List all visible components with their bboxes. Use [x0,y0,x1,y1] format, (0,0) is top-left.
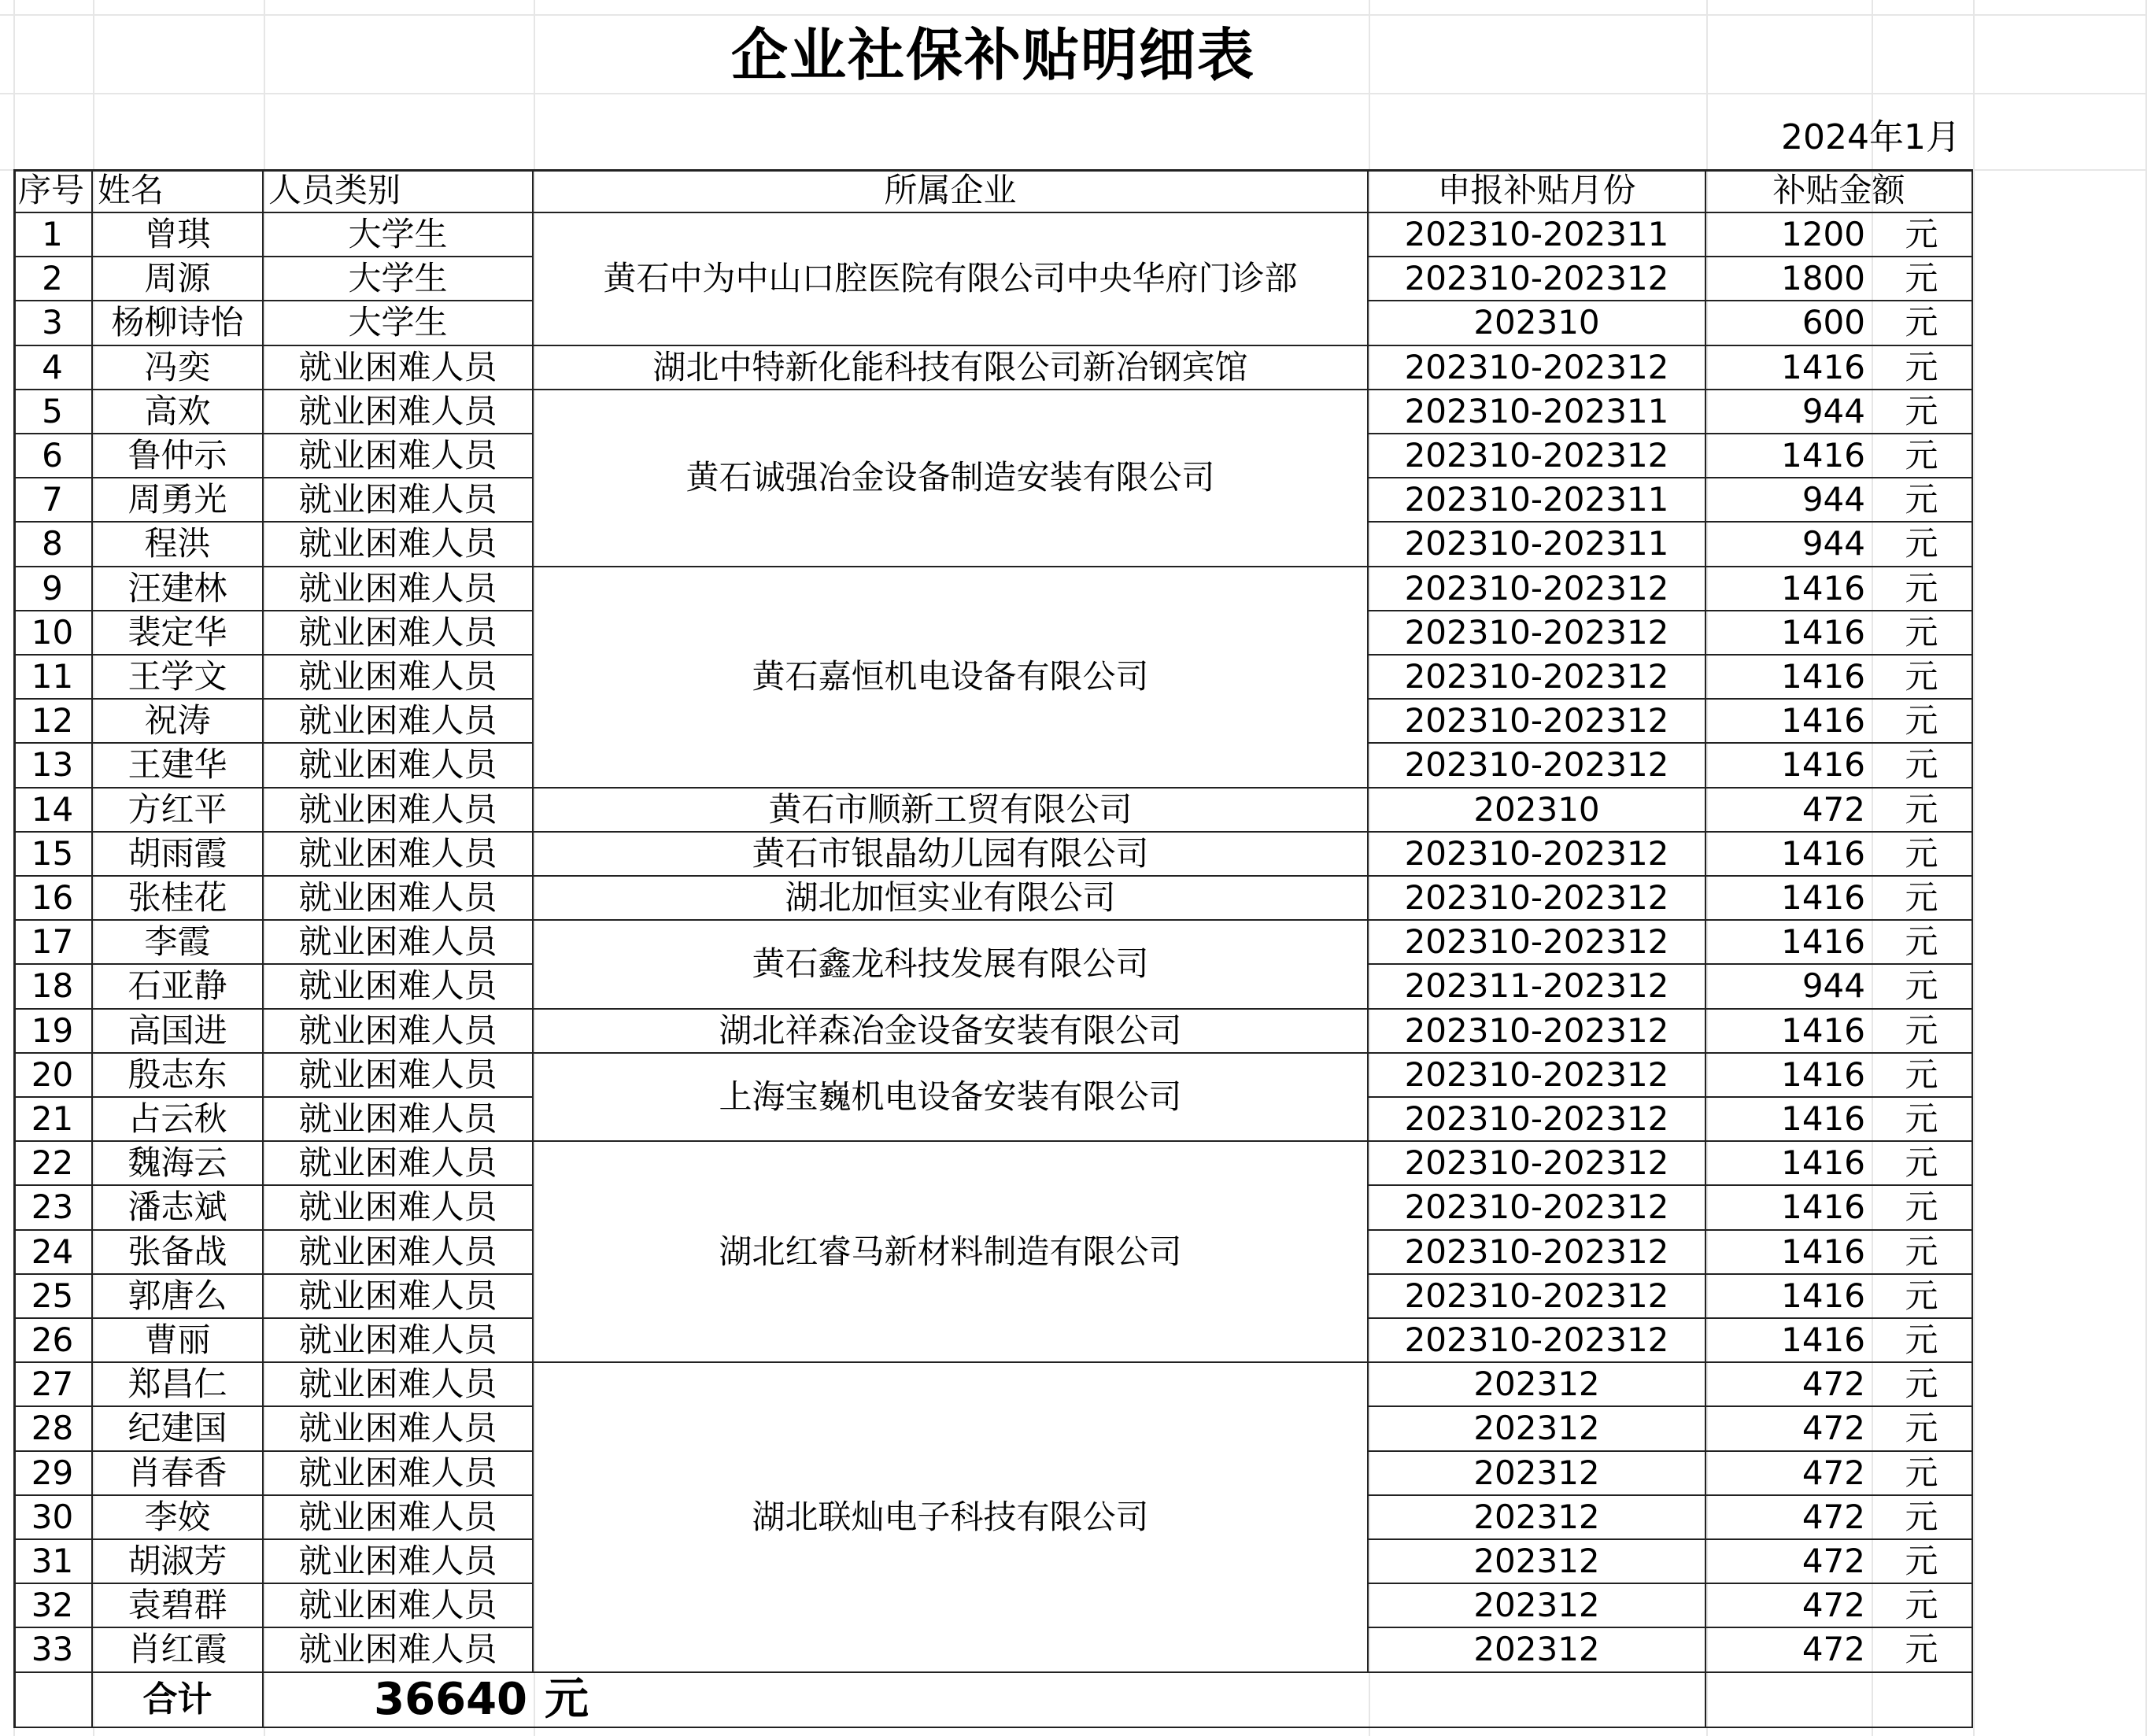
row-amount: 1416 [1706,611,1872,656]
row-seq: 21 [13,1098,93,1142]
row-seq: 22 [13,1142,93,1186]
row-months: 202310-202312 [1369,921,1706,965]
row-months: 202310-202312 [1369,833,1706,877]
row-name: 方红平 [93,789,264,833]
row-seq: 1 [13,213,93,257]
row-unit: 元 [1872,1010,1973,1054]
row-months: 202310-202312 [1369,1186,1706,1230]
row-category: 就业困难人员 [264,1054,534,1098]
row-months: 202310-202312 [1369,1010,1706,1054]
row-name: 曾琪 [93,213,264,257]
row-amount: 1416 [1706,1054,1872,1098]
row-amount: 472 [1706,1584,1872,1628]
row-name: 张桂花 [93,877,264,921]
row-seq: 6 [13,434,93,478]
row-amount: 1416 [1706,1142,1872,1186]
row-name: 祝涛 [93,700,264,744]
row-months: 202310-202311 [1369,523,1706,567]
row-category: 就业困难人员 [264,789,534,833]
company-cell: 黄石嘉恒机电设备有限公司 [534,567,1369,789]
row-category: 就业困难人员 [264,656,534,700]
row-unit: 元 [1872,1098,1973,1142]
row-unit: 元 [1872,1363,1973,1407]
company-cell: 湖北红睿马新材料制造有限公司 [534,1142,1369,1363]
row-name: 郑昌仁 [93,1363,264,1407]
row-months: 202310-202312 [1369,1098,1706,1142]
total-blank [1369,1673,1706,1728]
row-unit: 元 [1872,700,1973,744]
report-date: 2024年1月 [1781,117,1960,157]
total-blank [13,1673,93,1728]
row-amount: 472 [1706,1540,1872,1584]
row-seq: 18 [13,965,93,1009]
row-seq: 24 [13,1231,93,1275]
row-name: 李霞 [93,921,264,965]
row-name: 裴定华 [93,611,264,656]
page-title: 企业社保补贴明细表 [730,22,1255,88]
row-unit: 元 [1872,257,1973,301]
row-seq: 15 [13,833,93,877]
row-amount: 1416 [1706,877,1872,921]
row-unit: 元 [1872,789,1973,833]
row-unit: 元 [1872,1054,1973,1098]
company-cell: 湖北加恒实业有限公司 [534,877,1369,921]
row-unit: 元 [1872,1540,1973,1584]
row-amount: 944 [1706,478,1872,523]
row-category: 就业困难人员 [264,567,534,611]
row-name: 潘志斌 [93,1186,264,1230]
row-amount: 1416 [1706,1098,1872,1142]
total-blank [1706,1673,1973,1728]
row-name: 肖春香 [93,1452,264,1496]
row-category: 就业困难人员 [264,921,534,965]
row-category: 就业困难人员 [264,1584,534,1628]
row-amount: 472 [1706,1496,1872,1540]
row-category: 就业困难人员 [264,833,534,877]
row-name: 胡雨霞 [93,833,264,877]
row-seq: 26 [13,1319,93,1363]
row-months: 202310-202312 [1369,1275,1706,1319]
row-name: 高欢 [93,390,264,434]
row-category: 就业困难人员 [264,478,534,523]
row-seq: 29 [13,1452,93,1496]
row-name: 王学文 [93,656,264,700]
row-category: 就业困难人员 [264,1010,534,1054]
row-seq: 12 [13,700,93,744]
row-months: 202312 [1369,1407,1706,1451]
row-seq: 7 [13,478,93,523]
row-seq: 25 [13,1275,93,1319]
row-amount: 1416 [1706,700,1872,744]
row-amount: 1416 [1706,1319,1872,1363]
row-amount: 1416 [1706,1010,1872,1054]
row-category: 大学生 [264,213,534,257]
row-months: 202312 [1369,1496,1706,1540]
row-name: 魏海云 [93,1142,264,1186]
row-category: 就业困难人员 [264,434,534,478]
row-unit: 元 [1872,478,1973,523]
row-name: 王建华 [93,744,264,788]
row-months: 202312 [1369,1628,1706,1672]
row-amount: 472 [1706,1407,1872,1451]
row-category: 就业困难人员 [264,744,534,788]
row-name: 殷志东 [93,1054,264,1098]
row-seq: 31 [13,1540,93,1584]
row-category: 就业困难人员 [264,965,534,1009]
company-cell: 黄石鑫龙科技发展有限公司 [534,921,1369,1009]
header-company: 所属企业 [534,169,1369,213]
row-name: 李姣 [93,1496,264,1540]
row-unit: 元 [1872,213,1973,257]
row-amount: 944 [1706,965,1872,1009]
row-unit: 元 [1872,965,1973,1009]
row-name: 汪建林 [93,567,264,611]
row-name: 石亚静 [93,965,264,1009]
row-seq: 32 [13,1584,93,1628]
row-seq: 5 [13,390,93,434]
row-seq: 19 [13,1010,93,1054]
row-category: 就业困难人员 [264,1540,534,1584]
row-months: 202312 [1369,1363,1706,1407]
row-seq: 30 [13,1496,93,1540]
row-category: 就业困难人员 [264,1186,534,1230]
row-months: 202310-202312 [1369,1054,1706,1098]
row-unit: 元 [1872,1628,1973,1672]
row-category: 就业困难人员 [264,700,534,744]
company-cell: 黄石诚强冶金设备制造安装有限公司 [534,390,1369,567]
row-name: 杨柳诗怡 [93,301,264,345]
total-value: 36640 [264,1673,534,1728]
row-name: 周勇光 [93,478,264,523]
row-seq: 33 [13,1628,93,1672]
grid-line [1973,0,1975,1736]
row-months: 202310-202311 [1369,213,1706,257]
row-name: 袁碧群 [93,1584,264,1628]
row-months: 202310-202312 [1369,700,1706,744]
row-amount: 1416 [1706,1275,1872,1319]
row-seq: 13 [13,744,93,788]
row-name: 张备战 [93,1231,264,1275]
row-name: 肖红霞 [93,1628,264,1672]
row-seq: 27 [13,1363,93,1407]
row-seq: 14 [13,789,93,833]
row-unit: 元 [1872,434,1973,478]
row-category: 就业困难人员 [264,346,534,390]
total-unit: 元 [534,1673,1369,1728]
row-amount: 600 [1706,301,1872,345]
row-months: 202310-202312 [1369,656,1706,700]
total-label: 合计 [93,1673,264,1728]
company-cell: 黄石市银晶幼儿园有限公司 [534,833,1369,877]
row-unit: 元 [1872,1142,1973,1186]
row-months: 202310 [1369,789,1706,833]
row-months: 202310-202312 [1369,1319,1706,1363]
row-amount: 1200 [1706,213,1872,257]
row-amount: 1416 [1706,567,1872,611]
row-months: 202310-202312 [1369,257,1706,301]
row-months: 202310-202311 [1369,478,1706,523]
row-category: 大学生 [264,257,534,301]
row-unit: 元 [1872,1275,1973,1319]
row-unit: 元 [1872,921,1973,965]
row-months: 202310-202312 [1369,1142,1706,1186]
row-seq: 16 [13,877,93,921]
row-category: 就业困难人员 [264,1628,534,1672]
company-cell: 黄石中为中山口腔医院有限公司中央华府门诊部 [534,213,1369,346]
row-amount: 1416 [1706,1186,1872,1230]
row-amount: 1416 [1706,744,1872,788]
company-cell: 湖北联灿电子科技有限公司 [534,1363,1369,1672]
row-unit: 元 [1872,744,1973,788]
row-amount: 944 [1706,390,1872,434]
row-unit: 元 [1872,523,1973,567]
row-months: 202310-202312 [1369,567,1706,611]
row-months: 202311-202312 [1369,965,1706,1009]
row-months: 202310-202312 [1369,877,1706,921]
company-cell: 湖北祥森冶金设备安装有限公司 [534,1010,1369,1054]
row-name: 郭唐么 [93,1275,264,1319]
row-seq: 8 [13,523,93,567]
row-amount: 1416 [1706,656,1872,700]
header-category: 人员类别 [264,169,534,213]
row-name: 程洪 [93,523,264,567]
row-unit: 元 [1872,346,1973,390]
row-unit: 元 [1872,1319,1973,1363]
row-name: 曹丽 [93,1319,264,1363]
row-months: 202312 [1369,1540,1706,1584]
row-unit: 元 [1872,301,1973,345]
row-unit: 元 [1872,656,1973,700]
row-months: 202312 [1369,1452,1706,1496]
row-unit: 元 [1872,1231,1973,1275]
company-cell: 黄石市顺新工贸有限公司 [534,789,1369,833]
row-name: 胡淑芳 [93,1540,264,1584]
row-category: 就业困难人员 [264,877,534,921]
row-unit: 元 [1872,1407,1973,1451]
row-months: 202310-202311 [1369,390,1706,434]
row-unit: 元 [1872,833,1973,877]
row-name: 占云秋 [93,1098,264,1142]
row-category: 就业困难人员 [264,390,534,434]
row-months: 202310-202312 [1369,434,1706,478]
header-seq: 序号 [13,169,93,213]
row-name: 鲁仲示 [93,434,264,478]
row-amount: 472 [1706,1628,1872,1672]
row-unit: 元 [1872,1186,1973,1230]
row-seq: 10 [13,611,93,656]
row-amount: 944 [1706,523,1872,567]
row-months: 202312 [1369,1584,1706,1628]
row-months: 202310-202312 [1369,744,1706,788]
row-category: 就业困难人员 [264,1275,534,1319]
row-months: 202310-202312 [1369,346,1706,390]
row-category: 就业困难人员 [264,1231,534,1275]
row-months: 202310 [1369,301,1706,345]
row-unit: 元 [1872,877,1973,921]
row-category: 就业困难人员 [264,1142,534,1186]
row-seq: 20 [13,1054,93,1098]
row-amount: 472 [1706,789,1872,833]
row-category: 就业困难人员 [264,1496,534,1540]
row-seq: 3 [13,301,93,345]
row-category: 就业困难人员 [264,1407,534,1451]
row-amount: 472 [1706,1452,1872,1496]
row-unit: 元 [1872,1584,1973,1628]
row-category: 就业困难人员 [264,1452,534,1496]
row-name: 周源 [93,257,264,301]
row-category: 就业困难人员 [264,523,534,567]
row-category: 就业困难人员 [264,1363,534,1407]
row-unit: 元 [1872,567,1973,611]
row-amount: 1800 [1706,257,1872,301]
row-amount: 1416 [1706,921,1872,965]
header-amount: 补贴金额 [1706,169,1973,213]
row-seq: 17 [13,921,93,965]
row-unit: 元 [1872,390,1973,434]
row-unit: 元 [1872,611,1973,656]
row-seq: 4 [13,346,93,390]
row-amount: 1416 [1706,434,1872,478]
row-seq: 9 [13,567,93,611]
row-name: 冯奕 [93,346,264,390]
row-amount: 1416 [1706,346,1872,390]
row-amount: 1416 [1706,833,1872,877]
row-unit: 元 [1872,1496,1973,1540]
header-name: 姓名 [93,169,264,213]
row-months: 202310-202312 [1369,611,1706,656]
row-unit: 元 [1872,1452,1973,1496]
row-seq: 2 [13,257,93,301]
company-cell: 上海宝巍机电设备安装有限公司 [534,1054,1369,1142]
row-category: 大学生 [264,301,534,345]
row-amount: 472 [1706,1363,1872,1407]
header-months: 申报补贴月份 [1369,169,1706,213]
row-months: 202310-202312 [1369,1231,1706,1275]
row-category: 就业困难人员 [264,1319,534,1363]
row-category: 就业困难人员 [264,1098,534,1142]
row-seq: 23 [13,1186,93,1230]
row-category: 就业困难人员 [264,611,534,656]
row-seq: 11 [13,656,93,700]
row-name: 高国进 [93,1010,264,1054]
row-name: 纪建国 [93,1407,264,1451]
company-cell: 湖北中特新化能科技有限公司新冶钢宾馆 [534,346,1369,390]
row-seq: 28 [13,1407,93,1451]
row-amount: 1416 [1706,1231,1872,1275]
